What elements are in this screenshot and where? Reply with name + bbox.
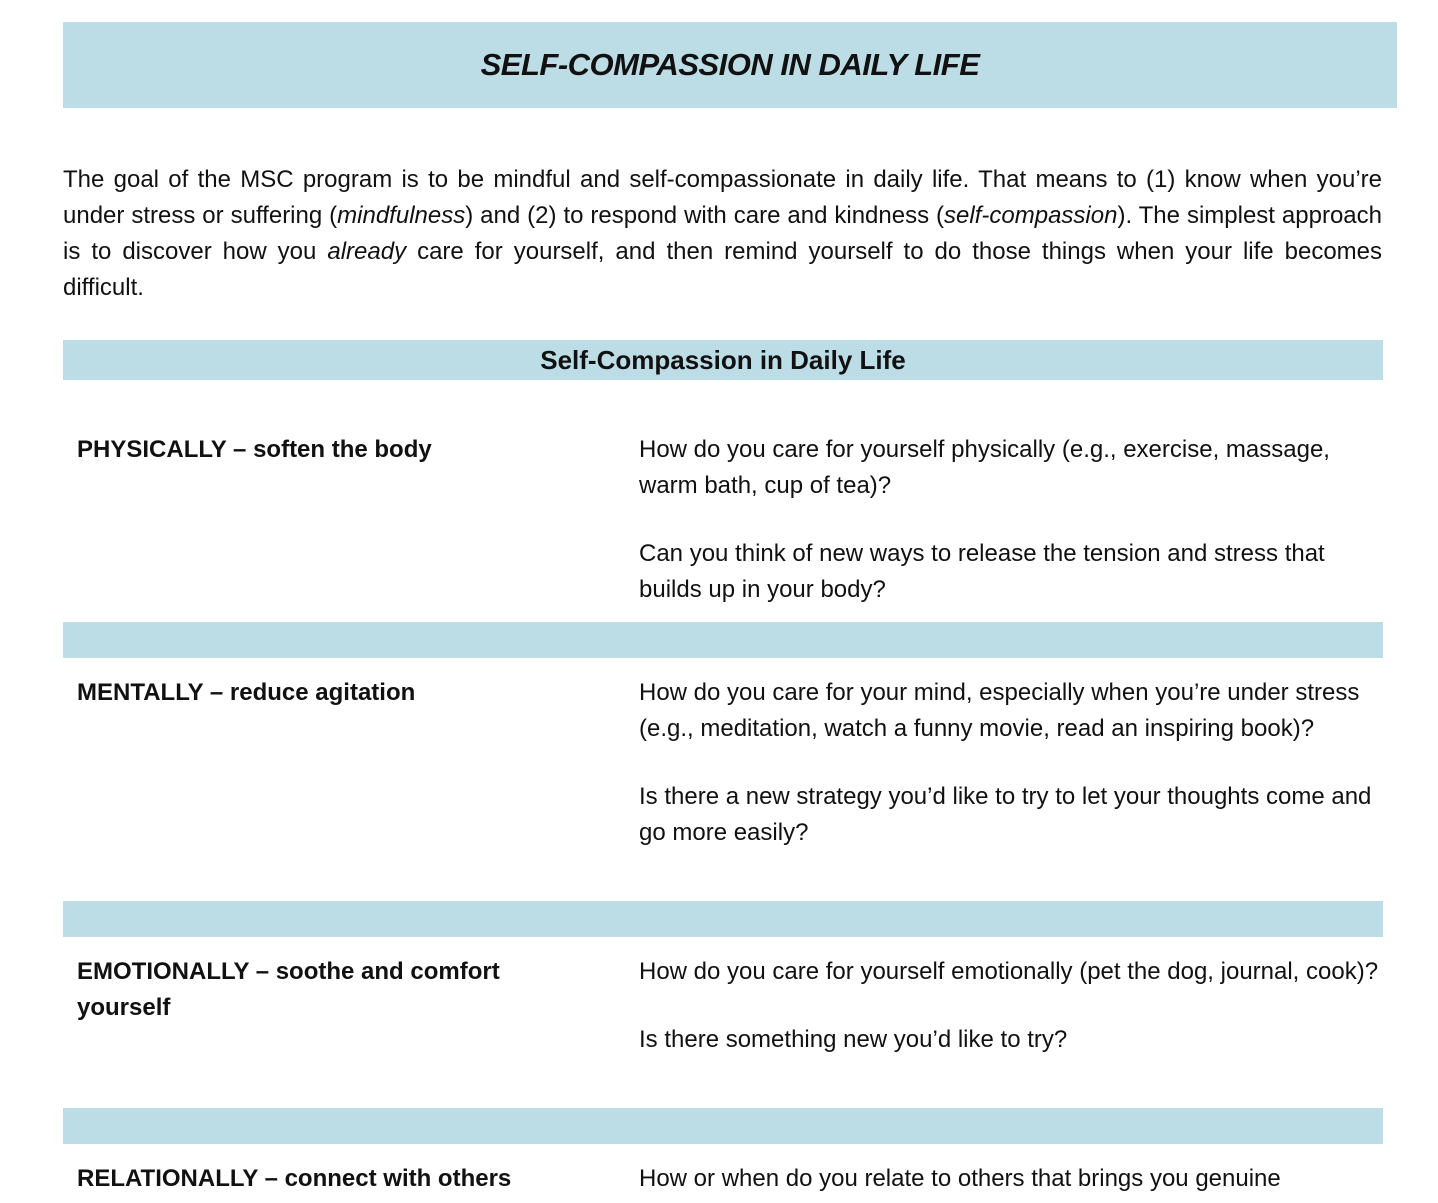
row-divider <box>63 901 1383 937</box>
intro-text-1: The goal of the MSC program is to be mindful and self-compassionate in daily life. That means to (1) know when you’re under stress or suffering ( <box>63 166 1382 229</box>
question: How do you care for yourself physically (e.g., exercise, massage, warm bath, cup of tea)? <box>639 436 1330 499</box>
row-questions-emotionally <box>639 954 1379 1058</box>
row-label-mentally: MENTALLY – reduce agitation <box>77 679 416 706</box>
row-label-physically: PHYSICALLY – soften the body <box>77 436 432 463</box>
table-header <box>63 340 1383 380</box>
intro-paragraph <box>63 162 1382 306</box>
table-header-label: Self-Compassion in Daily Life <box>540 344 906 375</box>
intro-text-4: care for yourself, and then remind yourself to do those things when your life becomes difficult. <box>63 238 1383 301</box>
row-questions-physically <box>639 432 1379 608</box>
row-label-emotionally: EMOTIONALLY – soothe and comfort yourself <box>77 958 500 1021</box>
row-questions-mentally <box>639 675 1379 851</box>
intro-text-3: ). The simplest approach is to discover how you <box>63 202 1382 265</box>
intro-text-2: ) and (2) to respond with care and kindness ( <box>465 202 945 229</box>
question: How do you care for yourself emotionally (pet the dog, journal, cook)? <box>639 958 1379 985</box>
question: Is there something new you’d like to try? <box>639 1026 1068 1053</box>
question: Is there a new strategy you’d like to try to let your thoughts come and go more easily? <box>639 783 1372 846</box>
title-banner <box>63 22 1397 108</box>
intro-emphasis-self-compassion: self-compassion <box>944 202 1118 229</box>
intro-emphasis-mindfulness: mindfulness <box>337 202 466 229</box>
row-label-relationally: RELATIONALLY – connect with others <box>77 1165 512 1192</box>
question: Can you think of new ways to release the tension and stress that builds up in your body? <box>639 540 1325 603</box>
question: How or when do you relate to others that brings you genuine <box>639 1165 1281 1192</box>
question: How do you care for your mind, especially when you’re under stress (e.g., meditation, watch a funny movie, read an inspiring book)? <box>639 679 1360 742</box>
intro-emphasis-already: already <box>327 238 407 265</box>
row-divider <box>63 1108 1383 1144</box>
row-divider <box>63 622 1383 658</box>
page-title: SELF-COMPASSION IN DAILY LIFE <box>480 47 980 82</box>
row-questions-relationally <box>639 1161 1379 1197</box>
